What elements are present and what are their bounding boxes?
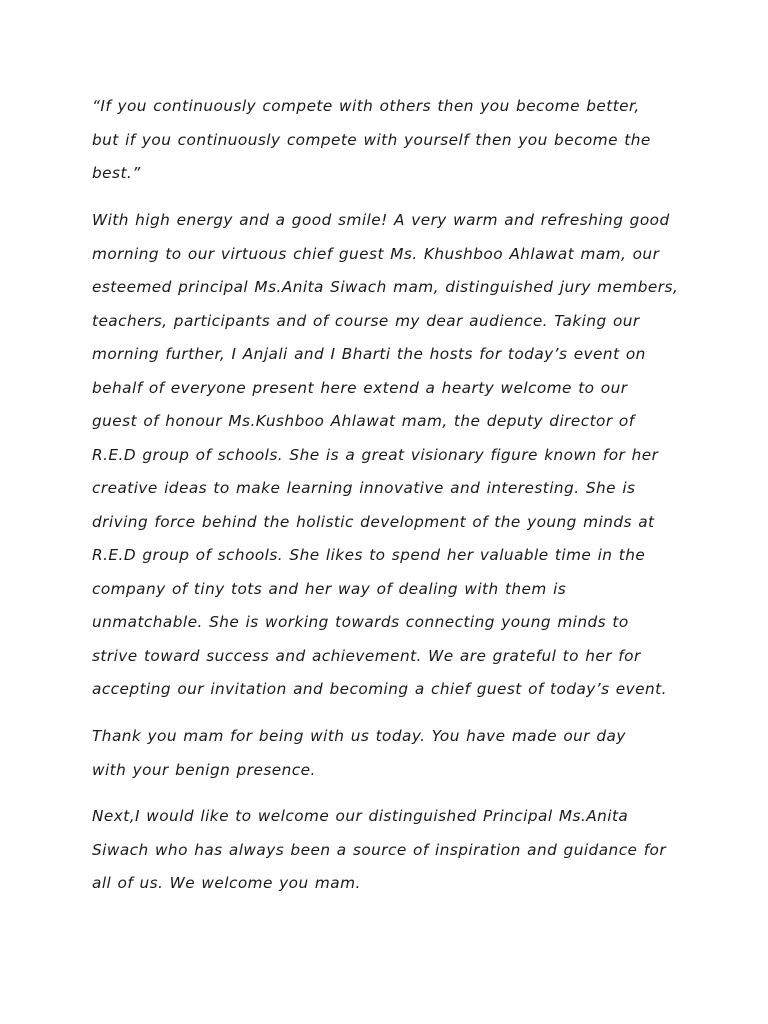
- paragraph-line: creative ideas to make learning innovative and interesting. She is: [92, 479, 636, 497]
- paragraph-line: Next,I would like to welcome our distinguished Principal Ms.Anita: [92, 807, 629, 825]
- paragraph-line: teachers, participants and of course my dear audience. Taking our: [92, 311, 640, 330]
- paragraph-line: morning further, I Anjali and I Bharti the hosts for today’s event on: [92, 345, 646, 363]
- thanks-paragraph: [92, 720, 692, 787]
- paragraph-line: with your benign presence.: [92, 760, 316, 779]
- paragraph-line: guest of honour Ms.Kushboo Ahlawat mam, the deputy director of: [92, 412, 635, 430]
- paragraph-line: accepting our invitation and becoming a chief guest of today’s event.: [92, 680, 667, 698]
- quote-line: but if you continuously compete with yourself then you become the: [92, 130, 651, 149]
- next-paragraph: [92, 800, 692, 901]
- paragraph-line: R.E.D group of schools. She is a great visionary figure known for her: [92, 445, 659, 464]
- paragraph-line: behalf of everyone present here extend a hearty welcome to our: [92, 378, 628, 397]
- paragraph-line: R.E.D group of schools. She likes to spend her valuable time in the: [92, 546, 646, 564]
- opening-quote: [92, 90, 692, 191]
- paragraph-line: company of tiny tots and her way of dealing with them is: [92, 579, 567, 598]
- paragraph-line: morning to our virtuous chief guest Ms. Khushboo Ahlawat mam, our: [92, 244, 660, 263]
- welcome-paragraph: [92, 204, 692, 707]
- paragraph-line: unmatchable. She is working towards connecting young minds to: [92, 613, 629, 631]
- quote-line: best.”: [92, 164, 141, 182]
- quote-line: “If you continuously compete with others then you become better,: [92, 97, 640, 115]
- paragraph-line: all of us. We welcome you mam.: [92, 874, 361, 892]
- paragraph-line: With high energy and a good smile! A very warm and refreshing good: [92, 211, 670, 229]
- paragraph-line: Thank you mam for being with us today. You have made our day: [92, 727, 626, 745]
- paragraph-line: strive toward success and achievement. We are grateful to her for: [92, 646, 641, 665]
- paragraph-line: Siwach who has always been a source of inspiration and guidance for: [92, 840, 667, 859]
- paragraph-line: esteemed principal Ms.Anita Siwach mam, distinguished jury members,: [92, 278, 679, 296]
- paragraph-line: driving force behind the holistic development of the young minds at: [92, 512, 655, 531]
